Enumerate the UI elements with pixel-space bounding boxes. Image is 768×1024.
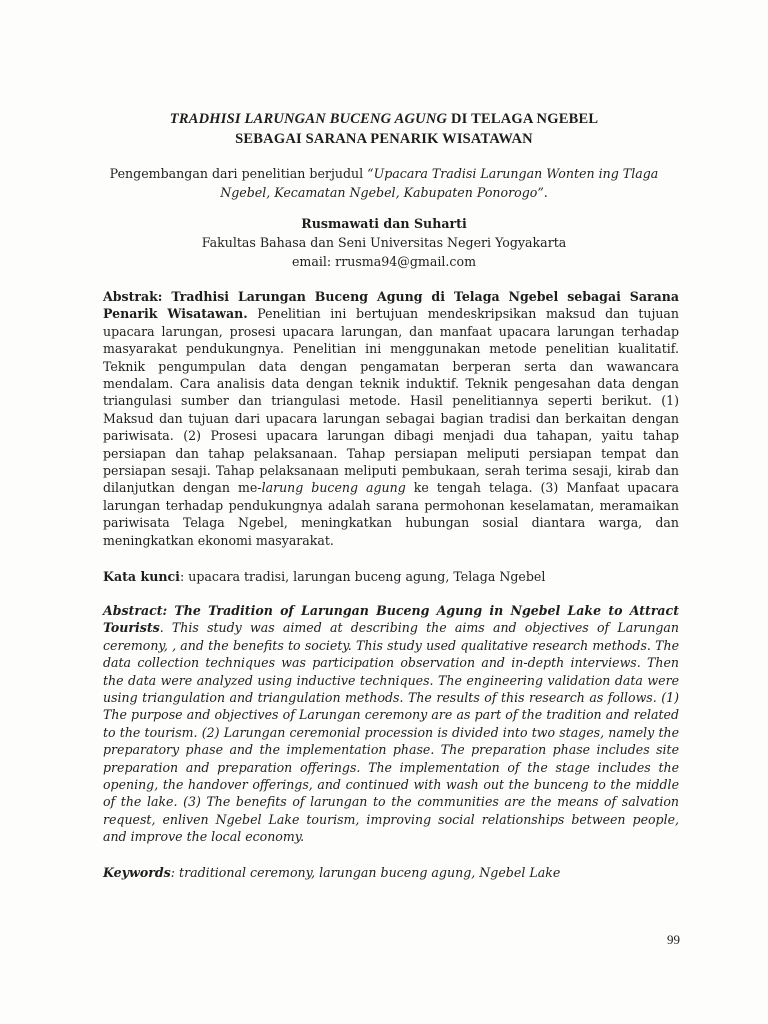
abstract-english (103, 602, 679, 846)
page-number: 99 (667, 932, 680, 947)
abstract-indonesian (103, 288, 679, 549)
abstract-en-heading: Abstract: The Tradition of Larungan Buceng Agung in Ngebel Lake to Attract Tourists (103, 603, 679, 636)
title-line-1 (0, 109, 768, 129)
keywords-en-text: : traditional ceremony, larungan buceng agung, Ngebel Lake (170, 865, 561, 880)
title-regular-part: DI TELAGA NGEBEL (447, 111, 599, 127)
keywords-id-label: Kata kunci (103, 569, 180, 584)
title-line-2: SEBAGAI SARANA PENARIK WISATAWAN (235, 131, 533, 147)
origin-title: “Upacara Tradisi Larungan Wonten ing Tlaga Ngebel, Kecamatan Ngebel, Kabupaten Ponorogo” (220, 166, 659, 200)
paper-title (0, 109, 768, 149)
keywords-en-label: Keywords (103, 865, 171, 880)
origin-prefix: Pengembangan dari penelitian berjudul (109, 166, 368, 181)
author-affiliation: Fakultas Bahasa dan Seni Universitas Negeri Yogyakarta (201, 235, 567, 250)
abstract-id-heading: Abstrak: Tradhisi Larungan Buceng Agung di Telaga Ngebel sebagai Sarana Penarik Wisatawan. (103, 289, 679, 322)
title-italic-part: TRADHISI LARUNGAN BUCENG AGUNG (169, 111, 448, 127)
abstract-id-italic-term: larung buceng agung (261, 480, 406, 496)
abstract-en-body: . This study was aimed at describing the aims and objectives of Larungan ceremony, , and the benefits to society. This study used qualitative research methods. The data collection techniques was participation observation and in-depth interviews. Then the data were analyzed using inductive techniques. The engineering validation data were using triangulation and triangulation methods. The results of this research as follows. (1) The purpose and objectives of Larungan ceremony are as part of the tradition and related to the tourism. (2) Larungan ceremonial procession is divided into two stages, namely the preparatory phase and the implementation phase. The preparation phase includes site preparation and preparation offerings. The implementation of the stage includes the opening, the handover offerings, and continued with wash out the bunceng to the middle of the lake. (3) The benefits of larungan to the communities are the means of salvation request, enliven Ngebel Lake tourism, improving social relationships between people, and improve the local economy. (103, 620, 679, 845)
keywords-english (103, 864, 679, 881)
abstract-id-body-2: ke tengah telaga. (3) Manfaat upacara larungan terhadap pendukungnya adalah sarana permohonan keselamatan, meramaikan pariwisata Telaga Ngebel, meningkatkan hubungan sosial diantara warga, dan meningkatkan ekonomi masyarakat. (103, 480, 680, 548)
abstract-id-body-1: Penelitian ini bertujuan mendeskripsikan maksud dan tujuan upacara larungan, prosesi upacara larungan, dan manfaat upacara larungan terhadap masyarakat pendukungnya. Penelitian ini menggunakan metode penelitian kualitatif. Teknik pengumpulan data dengan pengamatan berperan serta dan wawancara mendalam. Cara analisis data dengan teknik induktif. Teknik pengesahan data dengan triangulasi sumber dan triangulasi metode. Hasil penelitiannya seperti berikut. (1) Maksud dan tujuan dari upacara larungan sebagai bagian tradisi dan berkaitan dengan pariwisata. (2) Prosesi upacara larungan dibagi menjadi dua tahapan, yaitu tahap persiapan dan tahap pelaksanaan. Tahap persiapan meliputi persiapan tempat dan persiapan sesaji. Tahap pelaksanaan meliputi pembukaan, serah terima sesaji, kirab dan dilanjutkan dengan me- (103, 306, 679, 496)
origin-suffix: . (543, 185, 548, 200)
research-origin-note (100, 164, 668, 202)
author-names: Rusmawati dan Suharti (301, 216, 467, 231)
author-block (0, 214, 768, 271)
author-email: email: rrusma94@gmail.com (291, 254, 477, 269)
keywords-indonesian (103, 568, 679, 585)
keywords-id-text: : upacara tradisi, larungan buceng agung, Telaga Ngebel (179, 569, 546, 584)
